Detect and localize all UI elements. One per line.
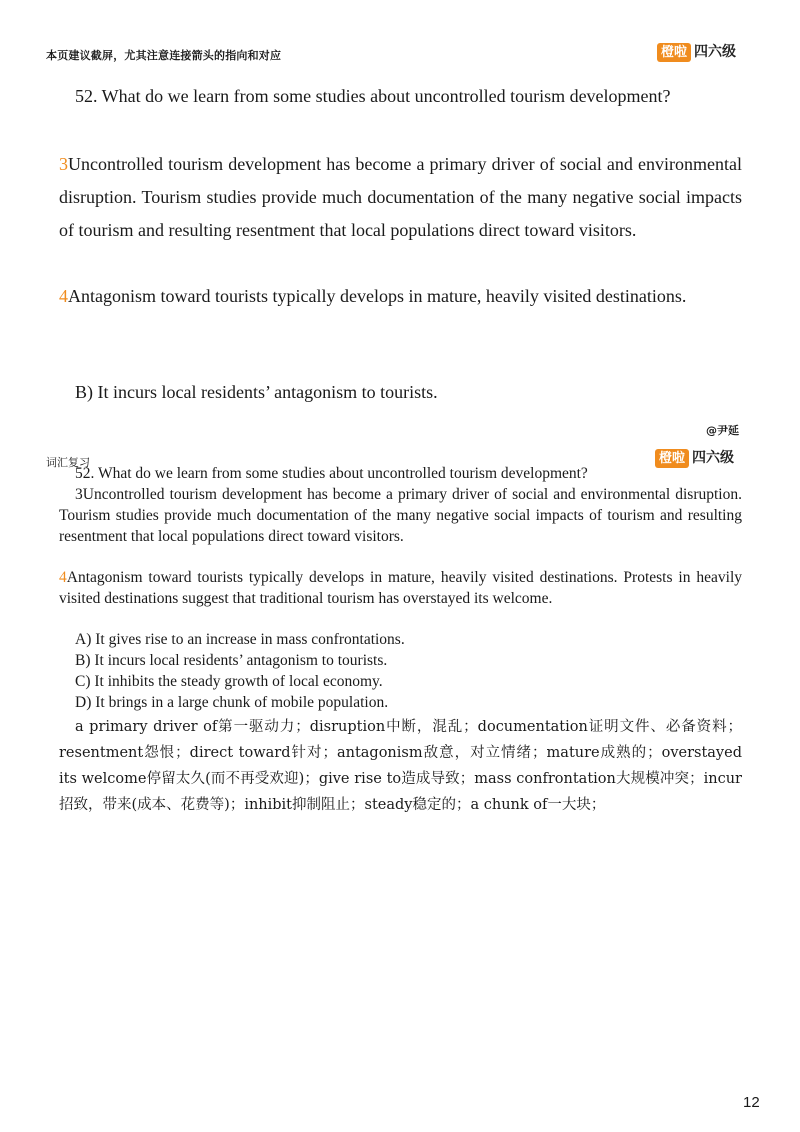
paragraph-text: Uncontrolled tourism development has become a primary driver of social and environmental disruption. Tourism studies provide much documentation of the many negative social impacts of tourism and resulting resentment that local populations direct toward visitors.: [59, 154, 742, 240]
brand-level: 四六级: [694, 44, 737, 60]
paragraph-text: 3Uncontrolled tourism development has become a primary driver of social and environmental disruption. Tourism studies provide much documentation of the many negative social impacts of tourism and resulting resentment that local populations direct toward visitors.: [59, 486, 742, 545]
question-heading: 52. What do we learn from some studies about uncontrolled tourism development?: [75, 86, 671, 106]
paragraph-number: 4: [59, 286, 68, 306]
option-a: A) It gives rise to an increase in mass confrontations.: [75, 631, 405, 648]
passage-paragraph-3: [59, 484, 742, 547]
paragraph-text: Antagonism toward tourists typically develops in mature, heavily visited destinations.: [68, 286, 687, 306]
page-number: 12: [743, 1094, 760, 1111]
screenshot-tip: 本页建议截屏，尤其注意连接箭头的指向和对应: [46, 49, 282, 62]
brand-level: 四六级: [692, 450, 735, 466]
paragraph-text: Antagonism toward tourists typically develops in mature, heavily visited destinations. Protests in heavily visited destinations suggest that traditional tourism has overstayed its welcome.: [59, 569, 742, 607]
vocabulary-text: a primary driver of第一驱动力；disruption中断，混乱；documentation证明文件、必备资料；resentment怨恨；direct toward针对；antagonism敌意，对立情绪；mature成熟的；overstayed its welcome停留太久(而不再受欢迎)；give rise to造成导致；mass confrontation大规模冲突；incur招致，带来(成本、花费等)；inhibit抑制阻止；steady稳定的；a chunk of一大块；: [59, 719, 742, 813]
section-label: 词汇复习: [46, 456, 90, 469]
brand-badge: 橙啦: [655, 449, 689, 468]
passage-paragraph-4: [59, 280, 742, 313]
brand-badge: 橙啦: [657, 43, 691, 62]
brand-logo: [655, 449, 734, 468]
author-credit: @尹延: [706, 424, 739, 437]
answer-options: [75, 629, 405, 713]
brand-logo: [657, 43, 736, 62]
passage-paragraph-4: [59, 567, 742, 609]
option-c: C) It inhibits the steady growth of local economy.: [75, 673, 383, 690]
paragraph-number: 3: [59, 154, 68, 174]
option-d: D) It brings in a large chunk of mobile population.: [75, 694, 389, 711]
passage-paragraph-3: [59, 148, 742, 247]
answer-text: B) It incurs local residents’ antagonism to tourists.: [75, 382, 438, 402]
question-heading: 52. What do we learn from some studies about uncontrolled tourism development?: [75, 465, 588, 482]
vocabulary-list: [59, 714, 742, 818]
option-b: B) It incurs local residents’ antagonism to tourists.: [75, 652, 388, 669]
paragraph-number: 4: [59, 569, 67, 586]
